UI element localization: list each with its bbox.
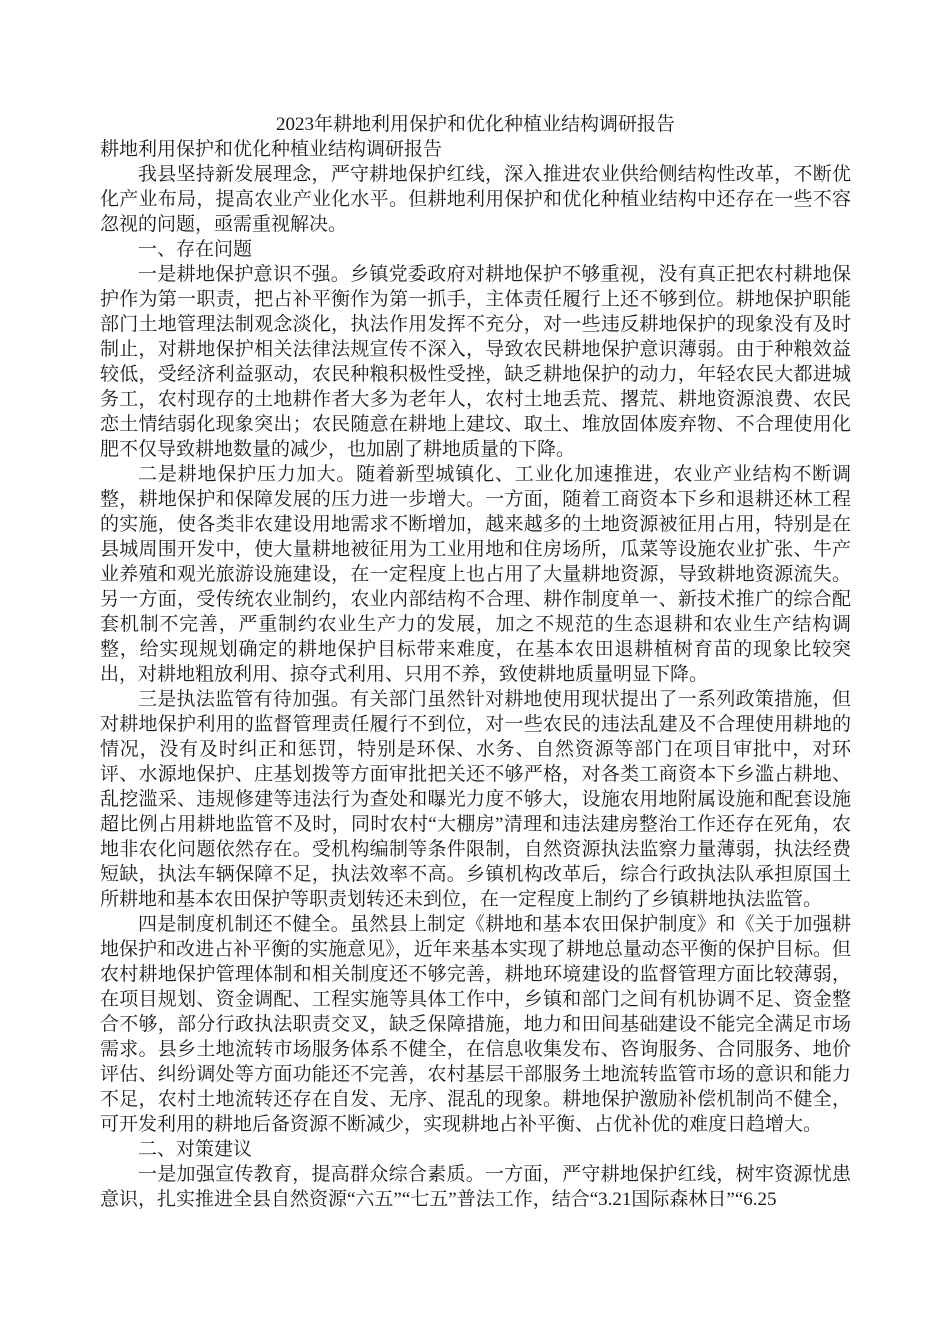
issue-3-paragraph: 三是执法监管有待加强。有关部门虽然针对耕地使用现状提出了一系列政策措施，但对耕地保护利用的监督管理责任履行不到位，对一些农民的违法乱建及不合理使用耕地的情况，没有及时纠正和惩罚，特别是环保、水务、自然资源等部门在项目审批中，对环评、水源地保护、庄基划拨等方面审批把关还不够严格，对各类工商资本下乡滥占耕地、乱挖滥采、违规修建等违法行为查处和曝光力度不够大，设施农用地附属设施和配套设施超比例占用耕地监管不及时，同时农村“大棚房”清理和违法建房整治工作还存在死角，农地非农化问题依然存在。受机构编制等条件限制，自然资源执法监察力量薄弱，执法经费短缺，执法车辆保障不足，执法效率不高。乡镇机构改革后，综合行政执法队承担原国土所耕地和基本农田保护等职责划转还未到位，在一定程度上制约了乡镇耕地执法监管。 — [100, 689, 851, 910]
issue-1-paragraph: 一是耕地保护意识不强。乡镇党委政府对耕地保护不够重视，没有真正把农村耕地保护作为第一职责，把占补平衡作为第一抓手，主体责任履行上还不够到位。耕地保护职能部门土地管理法制观念淡化，执法作用发挥不充分，对一些违反耕地保护的现象没有及时制止，对耕地保护相关法律法规宣传不深入，导致农民耕地保护意识薄弱。由于种粮效益较低，受经济利益驱动，农民种粮积极性受挫，缺乏耕地保护的动力，年轻农民大都进城务工，农村现存的土地耕作者大多为老年人，农村土地丢荒、撂荒、耕地资源浪费、农民恋土情结弱化现象突出；农民随意在耕地上建坟、取土、堆放固体废弃物、不合理使用化肥不仅导致耕地数量的减少，也加剧了耕地质量的下降。 — [100, 264, 851, 460]
issue-4-paragraph: 四是制度机制还不健全。虽然县上制定《耕地和基本农田保护制度》和《关于加强耕地保护和改进占补平衡的实施意见》，近年来基本实现了耕地总量动态平衡的保护目标。但农村耕地保护管理体制和相关制度还不够完善，耕地环境建设的监督管理方面比较薄弱，在项目规划、资金调配、工程实施等具体工作中，乡镇和部门之间有机协调不足、资金整合不够，部分行政执法职责交叉，缺乏保障措施，地力和田间基础建设不能完全满足市场需求。县乡土地流转市场服务体系不健全，在信息收集发布、咨询服务、合同服务、地价评估、纠纷调处等方面功能还不完善，农村基层干部服务土地流转监管市场的意识和能力不足，农村土地流转还存在自发、无序、混乱的现象。耕地保护激励补偿机制尚不健全，可开发利用的耕地后备资源不断减少，实现耕地占补平衡、占优补优的难度日趋增大。 — [100, 914, 851, 1135]
document-title: 2023年耕地利用保护和优化种植业结构调研报告 — [275, 114, 675, 135]
intro-paragraph: 我县坚持新发展理念，严守耕地保护红线，深入推进农业供给侧结构性改革，不断优化产业布局，提高农业产业化水平。但耕地利用保护和优化种植业结构中还存在一些不容忽视的问题，亟需重视解决。 — [100, 164, 851, 235]
issue-2-paragraph: 二是耕地保护压力加大。随着新型城镇化、工业化加速推进，农业产业结构不断调整，耕地保护和保障发展的压力进一步增大。一方面，随着工商资本下乡和退耕还林工程的实施，使各类非农建设用地需求不断增加，越来越多的土地资源被征用占用，特别是在县城周围开发中，使大量耕地被征用为工业用地和住房场所，瓜菜等设施农业扩张、牛产业养殖和观光旅游设施建设，在一定程度上也占用了大量耕地资源，导致耕地资源流失。另一方面，受传统农业制约，农业内部结构不合理、耕作制度单一、新技术推广的综合配套机制不完善，严重制约农业生产力的发展，加之不规范的生态退耕和农业生产结构调整，给实现规划确定的耕地保护目标带来难度，在基本农田退耕植树育苗的现象比较突出，对耕地粗放利用、掠夺式利用、只用不养，致使耕地质量明显下降。 — [100, 464, 851, 685]
suggestion-1-paragraph: 一是加强宣传教育，提高群众综合素质。一方面，严守耕地保护红线，树牢资源忧患意识，扎实推进全县自然资源“六五”“七五”普法工作，结合“3.21国际森林日”“6.25 — [100, 1164, 851, 1210]
section-2-heading: 二、对策建议 — [138, 1139, 253, 1160]
section-1-heading: 一、存在问题 — [138, 239, 253, 260]
document-subtitle: 耕地利用保护和优化种植业结构调研报告 — [100, 139, 443, 160]
